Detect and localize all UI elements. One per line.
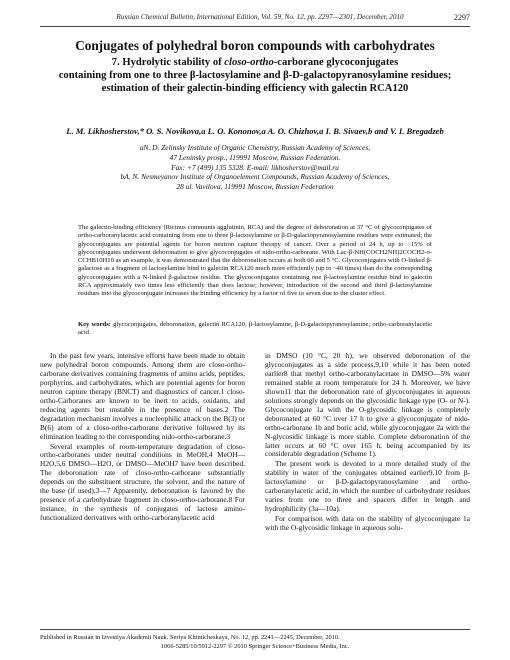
body-column-left <box>40 352 245 523</box>
paragraph: For comparison with data on the stability of glycoconjugate 1a with the O-glycosidic linkage in aqueous solu- <box>265 514 470 533</box>
footer-copyright: 1066-5285/10/5912-2297 © 2010 Springer Science+Business Media, Inc. <box>160 643 350 650</box>
paragraph: Several examples of room-temperature degradation of closo-ortho-carboranes under neutral conditions in MeOH,4 MeOH—H2O,5,6 DMSO—H2O, or DMSO—MeOH7 have been described. The deboronation rate of closo-ortho-carborane substantially depends on the substituent structure, the solvent, and the nature of the base (if used).3—7 Apparently, deboronation is favored by the presence of a carbohydrate fragment in closo-ortho-carborane.8 For instance, in the synthesis of conjugates of lactose amino-functionalized derivatives with ortho-carboranylacetic acid <box>40 441 245 523</box>
affiliation-b-2: 28 ul. Vavilova, 119991 Moscow, Russian Federation <box>176 182 334 192</box>
title-subtitle <box>40 56 470 96</box>
paragraph: In the past few years, intensive efforts have been made to obtain new polyhedral boron compounds. Among them are closo-ortho-carborane derivatives containing fragments of amino acids, peptides, porphyrins, and carbohydrates, which are potential agents for boron neutron capture therapy (BNCT) and diagnostics of cancer.1 closo-ortho-Carboranes are known to be inert to acids, oxidants, and reducing agents but unstable in the presence of bases.2 The degradation mechanism involves a nucleophilic attack on the B(3) or B(6) atom of a closo-ortho-carborane derivative followed by its elimination leading to the corresponding nido-ortho-carborane.3 <box>40 351 245 441</box>
affiliation-a-3: Fax: +7 (499) 135 5328. E-mail: likhosherstov@mail.ru <box>171 162 339 172</box>
keywords <box>78 321 432 338</box>
title-main: Conjugates of polyhedral boron compounds with carbohydrates <box>75 38 435 53</box>
page-number: 2297 <box>454 13 470 22</box>
header-rule <box>40 26 470 27</box>
keywords-label: Key words: <box>78 321 111 328</box>
paragraph: The present work is devoted to a more detailed study of the stability in water of the conjugates obtained earlier9,10 from β-lactosylamine or β-D-galactopyranosylamine and ortho-carboranylacetic acid, in which the number of carbohydrate residues varies from one to three and spacers differ in length and hydrophilicity (3a—10a). <box>265 459 470 514</box>
subtitle-line-3: estimation of their galectin-binding efficiency with galectin RCA120 <box>101 83 409 95</box>
author-list: L. M. Likhosherstov,* O. S. Novikova,a L. O. Kononov,a A. O. Chizhov,a I. B. Sivaev,b and V. I. Bregadzeb <box>66 126 444 136</box>
subtitle-line-2: containing from one to three β-lactosylamine and β-D-galactopyranosylamine residues; <box>58 70 452 82</box>
abstract: The galectin-binding efficiency (Ricinus communis agglutinin, RCA) and the degree of deboronation at 37 °C of glycoconjugates of ortho-carboranylacetic acid containing from one to three β-lactosylamine or β-D-galactopyranosylamine residues were estimated; the glycoconjugates are potential agents for boron neutron capture therapy of cancer. Over a period of 24 h, up to ~15% of glycoconjugates underwent deboronation to give glycoconjugates of nido-ortho-carborane. With Lac-β-NH(COCH2NH)2COCH2-o-CCHB10H10 as an example, it was demonstrated that the deboronation occurs at both 60 and 5 °C. Glycoconjugates with O-linked β-galactose as a fragment of lactosylamine bind to galectin RCA120 much more efficiently (up to ~40 times) than do the corresponding glycoconjugates with a N-linked β-galactose residue. The glycoconjugates containing one β-lactosylamine residue bind to galectin RCA approximately two times less efficiently than does lactose; however, introduction of the second and third β-lactosylamine residues into the glycoconjugate increases the binding efficiency by a factor of five to seven due to the cluster effect. <box>78 224 432 298</box>
affiliations <box>40 143 470 192</box>
subtitle-line-1: 7. Hydrolytic stability of closo-ortho-carborane glycoconjugates <box>111 57 399 68</box>
affiliation-a-1: aN. D. Zelinsky Institute of Organic Chemistry, Russian Academy of Sciences, <box>139 143 371 152</box>
journal-citation: Russian Chemical Bulletin, International Edition, Vol. 59, No. 12, pp. 2297—2301, December, 2010 <box>116 13 404 21</box>
affiliation-a-2: 47 Leninsky prosp., 119991 Moscow, Russian Federation. <box>169 152 341 162</box>
body-column-right <box>265 352 470 533</box>
footer-publication-note: Published in Russian in Izvestiya Akademii Nauk. Seriya Khimicheskaya, No. 12, pp. 2241—2245, December, 2010. <box>40 634 340 641</box>
paragraph: in DMSO (10 °C, 20 h), we observed deboronation of the glycoconjugates as a side process,9,10 while it has been noted earlier8 that methyl ortho-carboranylacetate in DMSO—5% water remained stable at room temperature for 24 h. Moreover, we have shown11 that the deboronation rate of glycoconjugates in aqueous solutions strongly depends on the glycosidic linkage type (O- or N-). Glycoconjugate 1a with the O-glycosidic linkage is completely deboronated at 60 °C over 17 h to give a glycoconjugate of nido-ortho-carborane 1b and boric acid, while glycoconjugate 2a with the N-glycosidic linkage is more stable. Complete deboronation of the latter occurs at 60 °C over 165 h, being accompanied by its considerable degradation (Scheme 1). <box>265 351 470 459</box>
article-title <box>40 38 470 96</box>
footer <box>40 633 470 651</box>
footer-rule <box>40 629 470 630</box>
running-head <box>40 13 470 25</box>
keywords-text: glycoconjugates, deboronation, galectin RCA120, β-lactosylamine, β-D-galactopyranosylamine, ortho-carboranylacetic acid. <box>78 321 432 337</box>
affiliation-b-1: bA. N. Nesmeyanov Institute of Organoelement Compounds, Russian Academy of Sciences, <box>120 172 390 182</box>
